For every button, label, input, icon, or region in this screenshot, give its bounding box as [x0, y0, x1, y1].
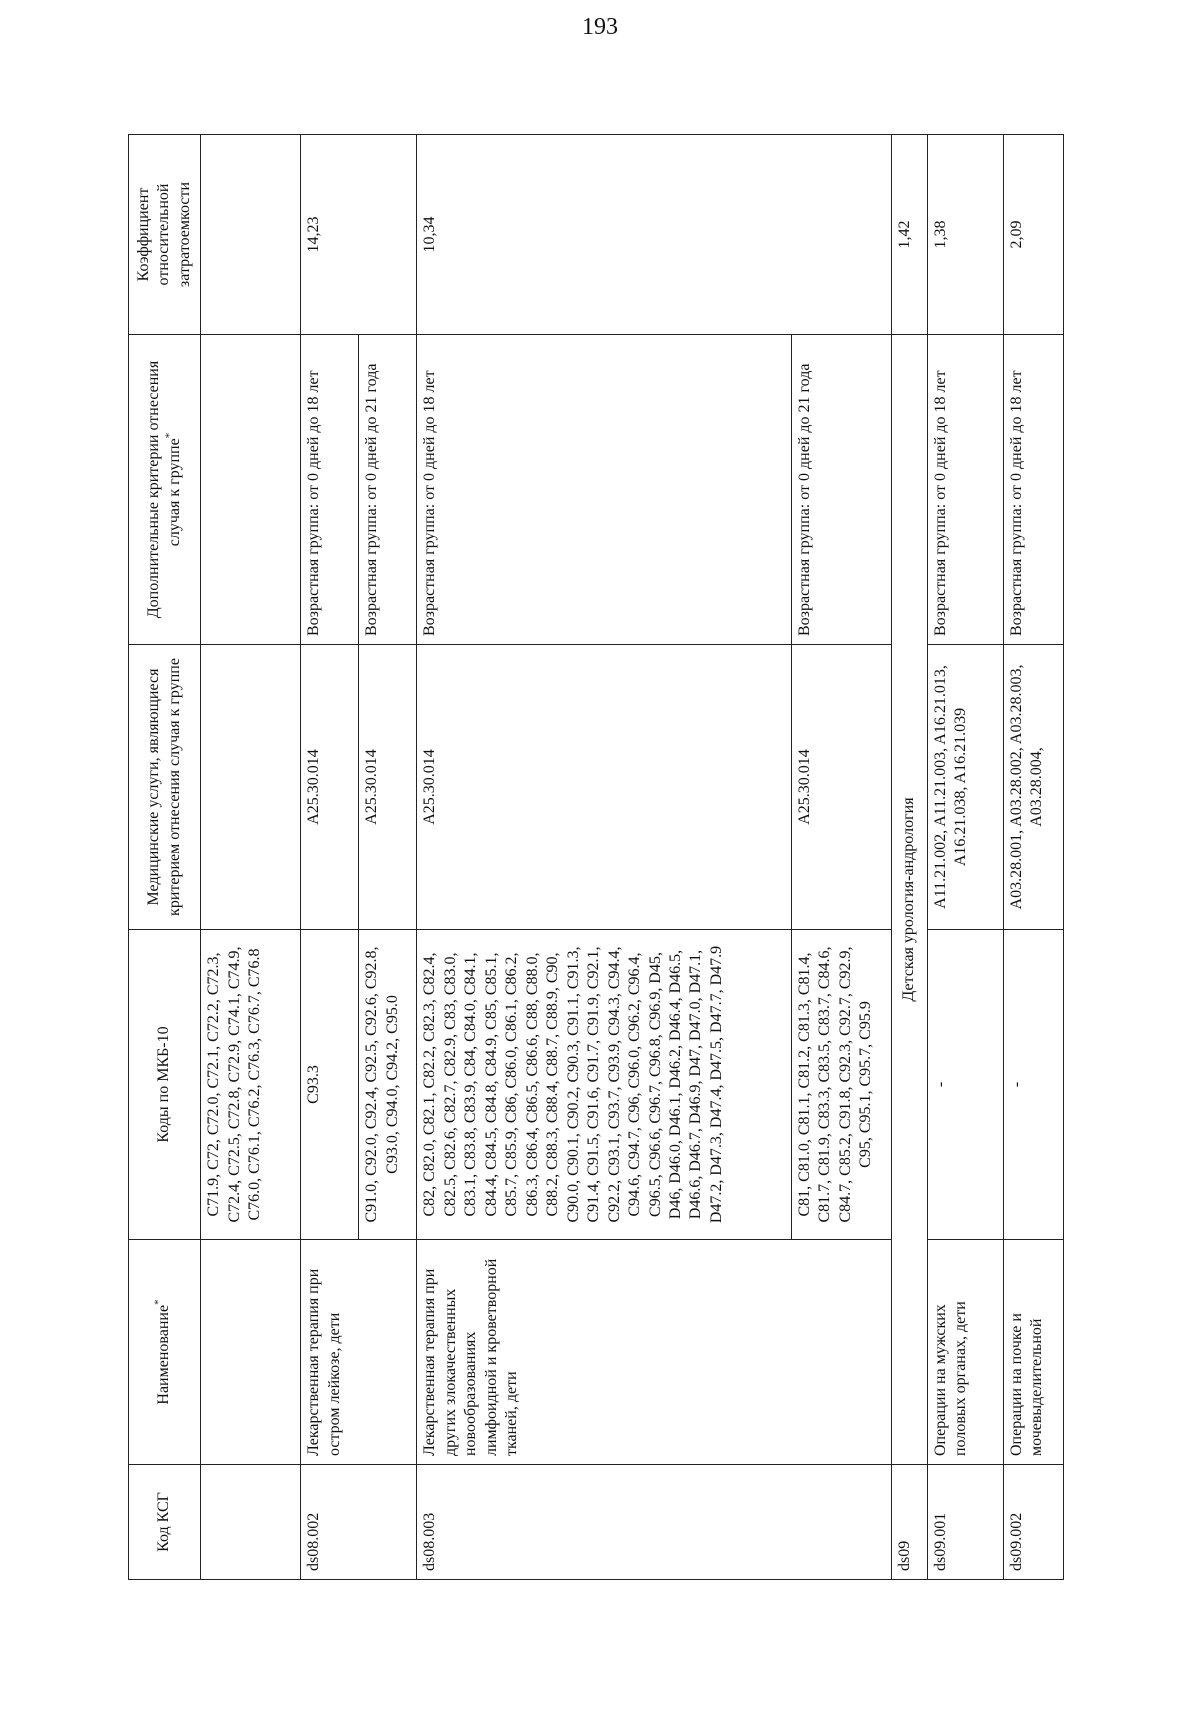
icd-codes-cell: C91.0, C92.0, C92.4, C92.5, C92.6, C92.8, C93.0, C94.0, C94.2, C95.0	[359, 930, 417, 1240]
icd-codes-cell: C93.3	[301, 930, 359, 1240]
cell-empty	[201, 135, 301, 335]
coef-cell: 14,23	[301, 135, 417, 335]
cell-empty	[201, 1465, 301, 1580]
table-row	[417, 135, 791, 1580]
coef-cell: 1,42	[892, 135, 928, 335]
criteria-cell: Возрастная группа: от 0 дней до 18 лет	[1003, 335, 1063, 645]
cell-empty	[201, 335, 301, 645]
criteria-cell: Возрастная группа: от 0 дней до 21 года	[359, 335, 417, 645]
ksg-name-cell: Операции на почке и мочевыделительной	[1003, 1240, 1063, 1465]
header-row	[129, 135, 201, 1580]
ksg-code-cell: ds09.002	[1003, 1465, 1063, 1580]
header-name: Наименование*	[129, 1240, 201, 1465]
table-row	[301, 135, 359, 1580]
ksg-code-cell: ds09.001	[927, 1465, 1003, 1580]
ksg-code-cell: ds09	[892, 1465, 928, 1580]
page-number: 193	[582, 14, 618, 40]
services-cell: A25.30.014	[301, 645, 359, 930]
criteria-cell: Возрастная группа: от 0 дней до 21 года	[791, 335, 891, 645]
table-row	[927, 135, 1003, 1580]
icd-codes-cell: -	[1003, 930, 1063, 1240]
ksg-name-cell: Лекарственная терапия при других злокачественных новообразованиях лимфоидной и кроветворной тканей, дети	[417, 1240, 892, 1465]
table-row	[1003, 135, 1063, 1580]
ksg-table	[128, 134, 1064, 1580]
ksg-code-cell: ds08.002	[301, 1465, 417, 1580]
section-title: Детская урология-андрология	[892, 335, 928, 1465]
ksg-code-cell: ds08.003	[417, 1465, 892, 1580]
services-cell: A25.30.014	[417, 645, 791, 930]
header-code: Код КСГ	[129, 1465, 201, 1580]
services-cell: A25.30.014	[359, 645, 417, 930]
icd-codes-cell: C71.9, C72, C72.0, C72.1, C72.2, C72.3, C72.4, C72.5, C72.8, C72.9, C74.1, C74.9, C76.0, C76.1, C76.2, C76.3, C76.7, C76.8	[201, 930, 301, 1240]
header-coef: Коэффициент относительной затратоемкости	[129, 135, 201, 335]
coef-cell: 10,34	[417, 135, 892, 335]
header-icd: Коды по МКБ-10	[129, 930, 201, 1240]
header-services: Медицинские услуги, являющиеся критерием отнесения случая к группе	[129, 645, 201, 930]
rotated-table-container	[128, 135, 1064, 1580]
header-criteria: Дополнительные критерии отнесения случая к группе*	[129, 335, 201, 645]
services-cell: A25.30.014	[791, 645, 891, 930]
services-cell: A03.28.001, A03.28.002, A03.28.003, A03.28.004,	[1003, 645, 1063, 930]
coef-cell: 2,09	[1003, 135, 1063, 335]
ksg-name-cell: Лекарственная терапия при остром лейкозе, дети	[301, 1240, 417, 1465]
section-row	[892, 135, 928, 1580]
coef-cell: 1,38	[927, 135, 1003, 335]
criteria-cell: Возрастная группа: от 0 дней до 18 лет	[417, 335, 791, 645]
criteria-cell: Возрастная группа: от 0 дней до 18 лет	[927, 335, 1003, 645]
services-cell: A11.21.002, A11.21.003, A16.21.013, A16.21.038, A16.21.039	[927, 645, 1003, 930]
cell-empty	[201, 1240, 301, 1465]
table-row	[201, 135, 301, 1580]
ksg-name-cell: Операции на мужских половых органах, дети	[927, 1240, 1003, 1465]
cell-empty	[201, 645, 301, 930]
icd-codes-cell: -	[927, 930, 1003, 1240]
criteria-cell: Возрастная группа: от 0 дней до 18 лет	[301, 335, 359, 645]
icd-codes-cell: C82, C82.0, C82.1, C82.2, C82.3, C82.4, C82.5, C82.6, C82.7, C82.9, C83, C83.0, C83.1, C83.8, C83.9, C84, C84.0, C84.1, C84.4, C84.5, C84.8, C84.9, C85, C85.1, C85.7, C85.9, C86, C86.0, C86.1, C86.2, C86.3, C86.4, C86.5, C86.6, C88, C88.0, C88.2, C88.3, C88.4, C88.7, C88.9, C90, C90.0, C90.1, C90.2, C90.3, C91.1, C91.3, C91.4, C91.5, C91.6, C91.7, C91.9, C92.1, C92.2, C93.1, C93.7, C93.9, C94.3, C94.4, C94.6, C94.7, C96, C96.0, C96.2, C96.4, C96.5, C96.6, C96.7, C96.8, C96.9, D45, D46, D46.0, D46.1, D46.2, D46.4, D46.5, D46.6, D46.7, D46.9, D47, D47.0, D47.1, D47.2, D47.3, D47.4, D47.5, D47.7, D47.9	[417, 930, 791, 1240]
icd-codes-cell: C81, C81.0, C81.1, C81.2, C81.3, C81.4, C81.7, C81.9, C83.3, C83.5, C83.7, C84.6, C84.7, C85.2, C91.8, C92.3, C92.7, C92.9, C95, C95.1, C95.7, C95.9	[791, 930, 891, 1240]
